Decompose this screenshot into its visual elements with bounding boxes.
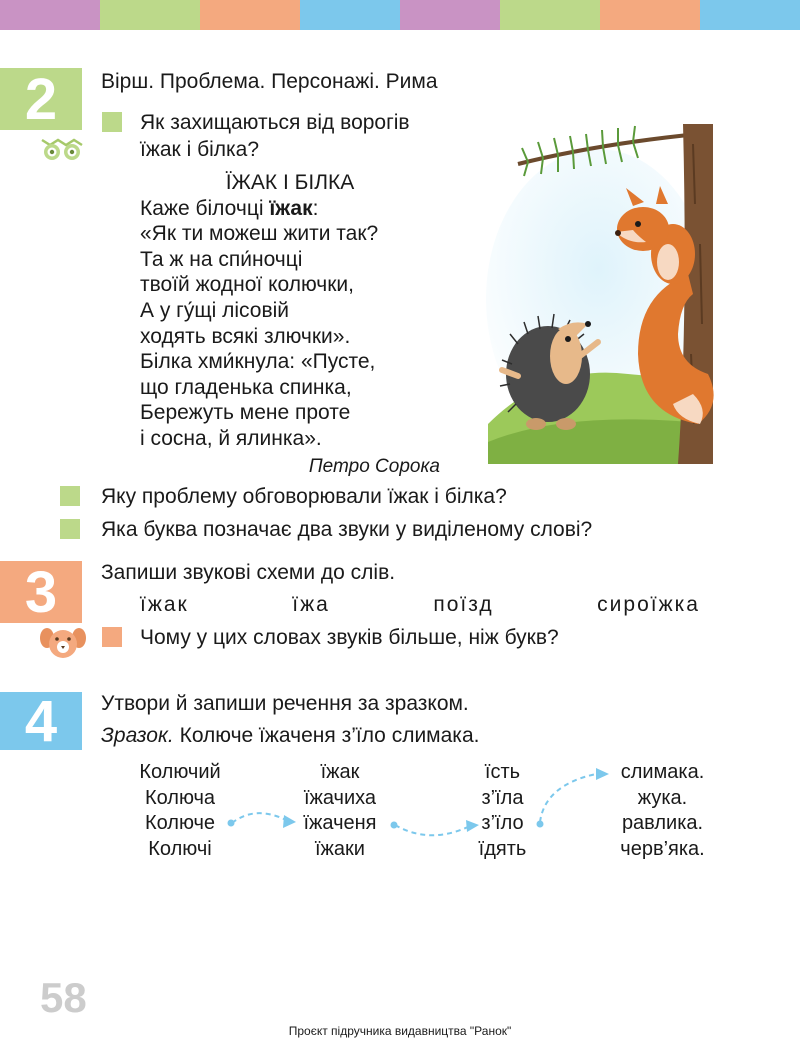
table-cell: Колючий [139,761,221,783]
poem-author: Петро Сорока [308,455,440,477]
table-cell: їжаки [315,837,365,860]
sample-label: Зразок. [101,724,174,747]
task3-word: сироїжка [597,593,700,616]
task4-instruction: Утвори й запиши речення за зразком. [101,692,469,715]
poem-line: «Як ти можеш жити так? [140,222,379,246]
task-number-3: 3 [0,561,82,623]
task2-question3: Яка буква позначає два звуки у виділеному слові? [101,518,593,541]
table-cell: жука. [637,786,688,809]
poem-line: Білка хми́кнула: «Пусте, [140,350,376,374]
task2-heading: Вірш. Проблема. Персонажі. Рима [101,70,438,93]
table-cell: Колюча [144,786,216,809]
sample-text: Колюче їжаченя з’їло слимака. [179,724,480,747]
table-cell: черв’яка. [620,837,705,860]
poem-line: ходять всякі злючки». [140,324,351,348]
table-cell: їсть [484,761,521,783]
task2-question1-line1: Як захищаються від ворогів [140,111,410,134]
poem-line: і сосна, й ялинка». [140,426,322,450]
task2-question1-line2: їжак і білка? [140,138,260,161]
task3-word: їжак [140,593,189,616]
task3-word: їжа [292,593,330,616]
table-cell: їдять [478,837,527,860]
table-cell: з’їла [481,786,524,809]
poem-line: твоїй жодної колючки, [140,273,354,297]
table-cell: слимака. [620,761,705,783]
task3-word: поїзд [433,593,494,616]
task2-question2: Яку проблему обговорювали їжак і білка? [101,485,507,508]
task3-question: Чому у цих словах звуків більше, ніж букв? [140,626,559,649]
table-cell: Колюче [144,812,216,834]
poem-line: Та ж на спи́ночці [140,247,303,271]
table-cell: їжачиха [303,786,377,809]
task-number-4: 4 [0,692,82,750]
table-cell: їжаченя [303,812,377,834]
poem-line: Бережуть мене проте [140,401,351,425]
footer: Проєкт підручника видавництва "Ранок" [288,1024,512,1038]
table-cell: Колючі [148,837,212,860]
task3-instruction: Запиши звукові схеми до слів. [101,561,396,584]
poem-title: ЇЖАК І БІЛКА [225,171,355,194]
poem-line: що гладенька спинка, [140,375,352,399]
poem-line: А у гу́щі лісовій [140,298,289,322]
table-cell: їжак [320,761,360,783]
table-cell: равлика. [621,812,704,834]
table-cell: з’їло [481,812,524,834]
page-number: 58 [40,974,87,1021]
highlighted-word: їжак [269,196,313,220]
task-number-2: 2 [0,68,82,130]
poem-line: Каже білочці їжак: [140,196,319,220]
